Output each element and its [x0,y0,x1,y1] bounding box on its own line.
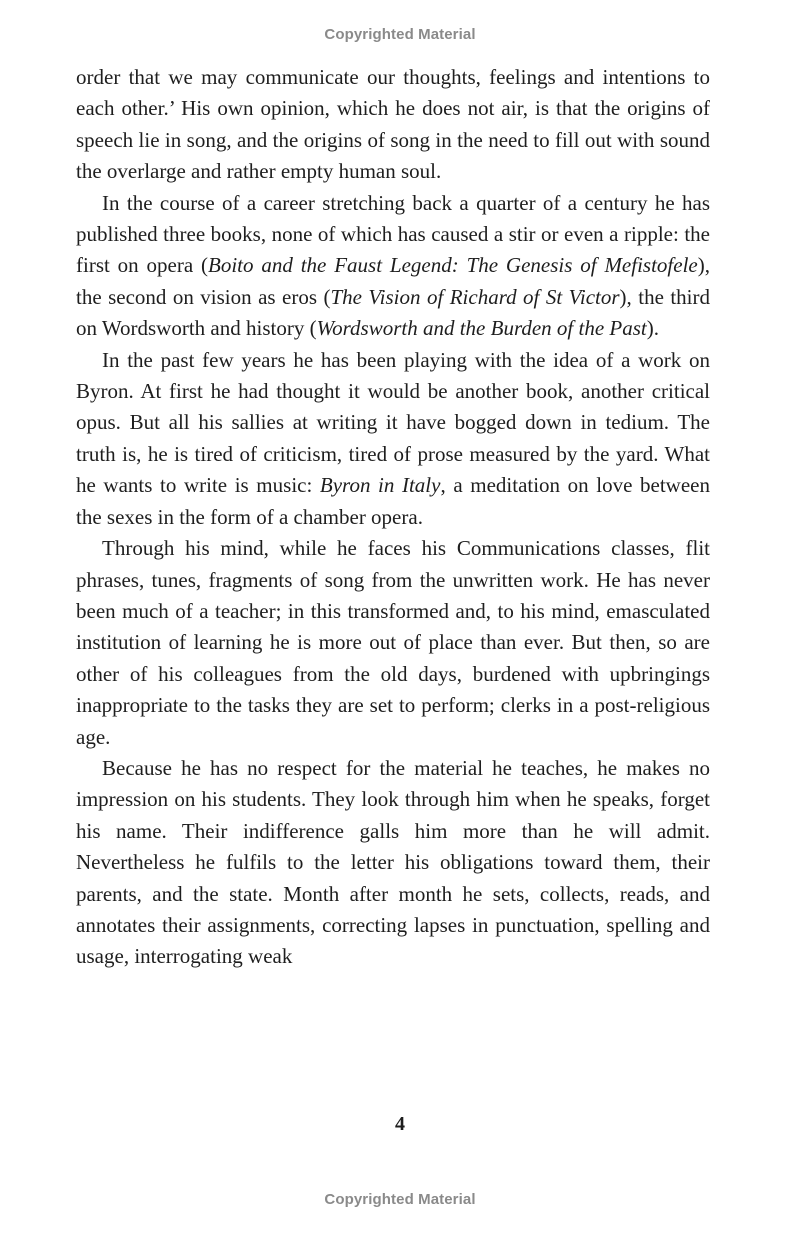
paragraph [76,62,710,188]
text-segment: Because he has no respect for the material he teaches, he makes no impression on his students. They look through him when he speaks, forget his name. Their indifference galls him more than he will admit. Nevertheless he fulfils to the letter his obligations toward them, their parents, and the state. Month after month he sets, collects, reads, and annotates their assignments, correcting lapses in punctuation, spelling and usage, interrogating weak [76,755,710,969]
body-text [76,62,710,973]
book-title: Boito and the Faust Legend: The Genesis of Mefistofele [208,253,698,278]
paragraph [76,188,710,345]
text-segment: order that we may communicate our thoughts, feelings and intentions to each other.’ His own opinion, which he does not air, is that the origins of speech lie in song, and the origins of song in the need to fill out with sound the overlarge and rather empty human soul. [76,65,710,184]
text-segment: In the past few years he has been playing with the idea of a work on Byron. At first he had thought it would be another book, another critical opus. But all his sallies at writing it have bogged down in tedium. The truth is, he is tired of criticism, tired of prose measured by the yard. What he wants to write is music: [76,347,710,498]
text-segment: ), the third on Wordsworth and history ( [76,284,710,341]
copyright-watermark-top: Copyrighted Material [324,26,476,43]
work-title: Byron in Italy [319,473,441,498]
page-number: 4 [395,1113,405,1135]
paragraph [76,753,710,973]
book-title: The Vision of Richard of St Victor [330,284,620,309]
text-segment: , a meditation on love between the sexes in the form of a chamber opera. [76,473,710,529]
paragraph [76,533,710,753]
text-segment: ). [646,316,659,341]
book-title: Wordsworth and the Burden of the Past [316,316,647,341]
text-segment: ), the second on vision as eros ( [76,253,710,309]
text-segment: In the course of a career stretching back a quarter of a century he has published three books, none of which has caused a stir or even a ripple: the first on opera ( [76,190,710,278]
text-segment: Through his mind, while he faces his Communications classes, flit phrases, tunes, fragments of song from the unwritten work. He has never been much of a teacher; in this transformed and, to his mind, emasculated institution of learning he is more out of place than ever. But then, so are other of his colleagues from the old days, burdened with upbringings inappropriate to the tasks they are set to perform; clerks in a post-religious age. [76,536,710,749]
paragraph [76,345,710,533]
copyright-watermark-bottom: Copyrighted Material [324,1191,476,1208]
